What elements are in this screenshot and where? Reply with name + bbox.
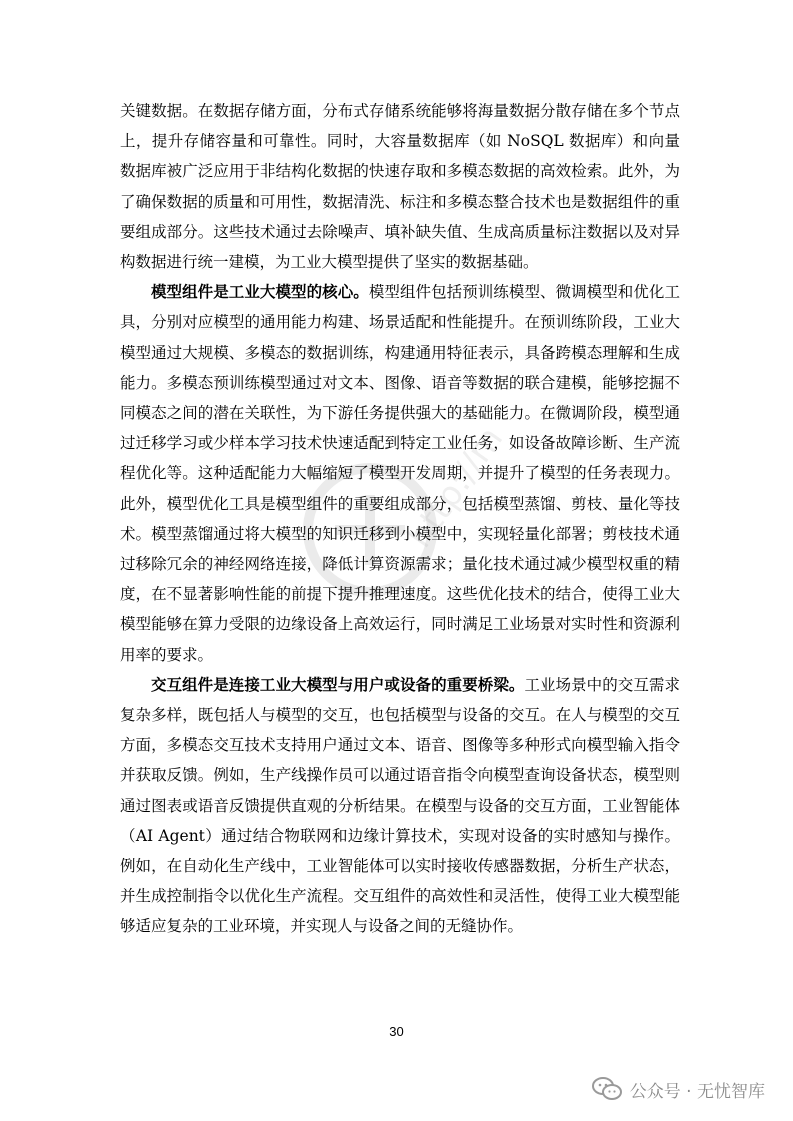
watermark-text: http://m bbox=[399, 419, 512, 556]
paragraph-3-text: 工业场景中的交互需求复杂多样，既包括人与模型的交互，也包括模型与设备的交互。在人与模型的交互方面，多模态交互技术支持用户通过文本、语音、图像等多种形式向模型输入指令并获取反馈。例如，生产线操作员可以通过语音指令向模型查询设备状态，模型则通过图表或语音反馈提供直观的分析结果。在模型与设备的交互方面，工业智能体（AI Agent）通过结合物联网和边缘计算技术，实现对设备的实时感知与操作。例如，在自动化生产线中，工业智能体可以实时接收传感器数据，分析生产状态，并生成控制指令以优化生产流程。交互组件的高效性和灵活性，使得工业大模型能够适应复杂的工业环境，并实现人与设备之间的无缝协作。 bbox=[120, 675, 680, 936]
paragraph-1-text: 关键数据。在数据存储方面，分布式存储系统能够将海量数据分散存储在多个节点上，提升存储容量和可靠性。同时，大容量数据库（如 NoSQL 数据库）和向量数据库被广泛应用于非结构化数据的快速存取和多模态数据的高效检索。此外，为了确保数据的质量和可用性，数据清洗、标注和多模态整合技术也是数据组件的重要组成部分。这些技术通过去除噪声、填补缺失值、生成高质量标注数据以及对异构数据进行统一建模，为工业大模型提供了坚实的数据基础。 bbox=[120, 102, 680, 272]
paragraph-2 bbox=[120, 277, 680, 670]
source-attribution bbox=[592, 1076, 765, 1102]
wechat-icon bbox=[592, 1076, 622, 1102]
source-label: 公众号 · 无忧智库 bbox=[629, 1081, 765, 1102]
page-number: 30 bbox=[389, 1024, 404, 1039]
paragraph-2-text: 模型组件包括预训练模型、微调模型和优化工具，分别对应模型的通用能力构建、场景适配和性能提升。在预训练阶段，工业大模型通过大规模、多模态的数据训练，构建通用特征表示，具备跨模态理解和生成能力。多模态预训练模型通过对文本、图像、语音等数据的联合建模，能够挖掘不同模态之间的潜在关联性，为下游任务提供强大的基础能力。在微调阶段，模型通过迁移学习或少样本学习技术快速适配到特定工业任务，如设备故障诊断、生产流程优化等。这种适配能力大幅缩短了模型开发周期，并提升了模型的任务表现力。此外，模型优化工具是模型组件的重要组成部分，包括模型蒸馏、剪枝、量化等技术。模型蒸馏通过将大模型的知识迁移到小模型中，实现轻量化部署；剪枝技术通过移除冗余的神经网络连接，降低计算资源需求；量化技术通过减少模型权重的精度，在不显著影响性能的前提下提升推理速度。这些优化技术的结合，使得工业大模型能够在算力受限的边缘设备上高效运行，同时满足工业场景对实时性和资源利用率的要求。 bbox=[120, 283, 680, 664]
paragraph-3 bbox=[120, 670, 680, 942]
paragraph-3-lead: 交互组件是连接工业大模型与用户或设备的重要桥梁。 bbox=[151, 675, 525, 694]
document-body bbox=[120, 96, 680, 942]
paragraph-1 bbox=[120, 96, 680, 277]
paragraph-2-lead: 模型组件是工业大模型的核心。 bbox=[151, 283, 369, 302]
